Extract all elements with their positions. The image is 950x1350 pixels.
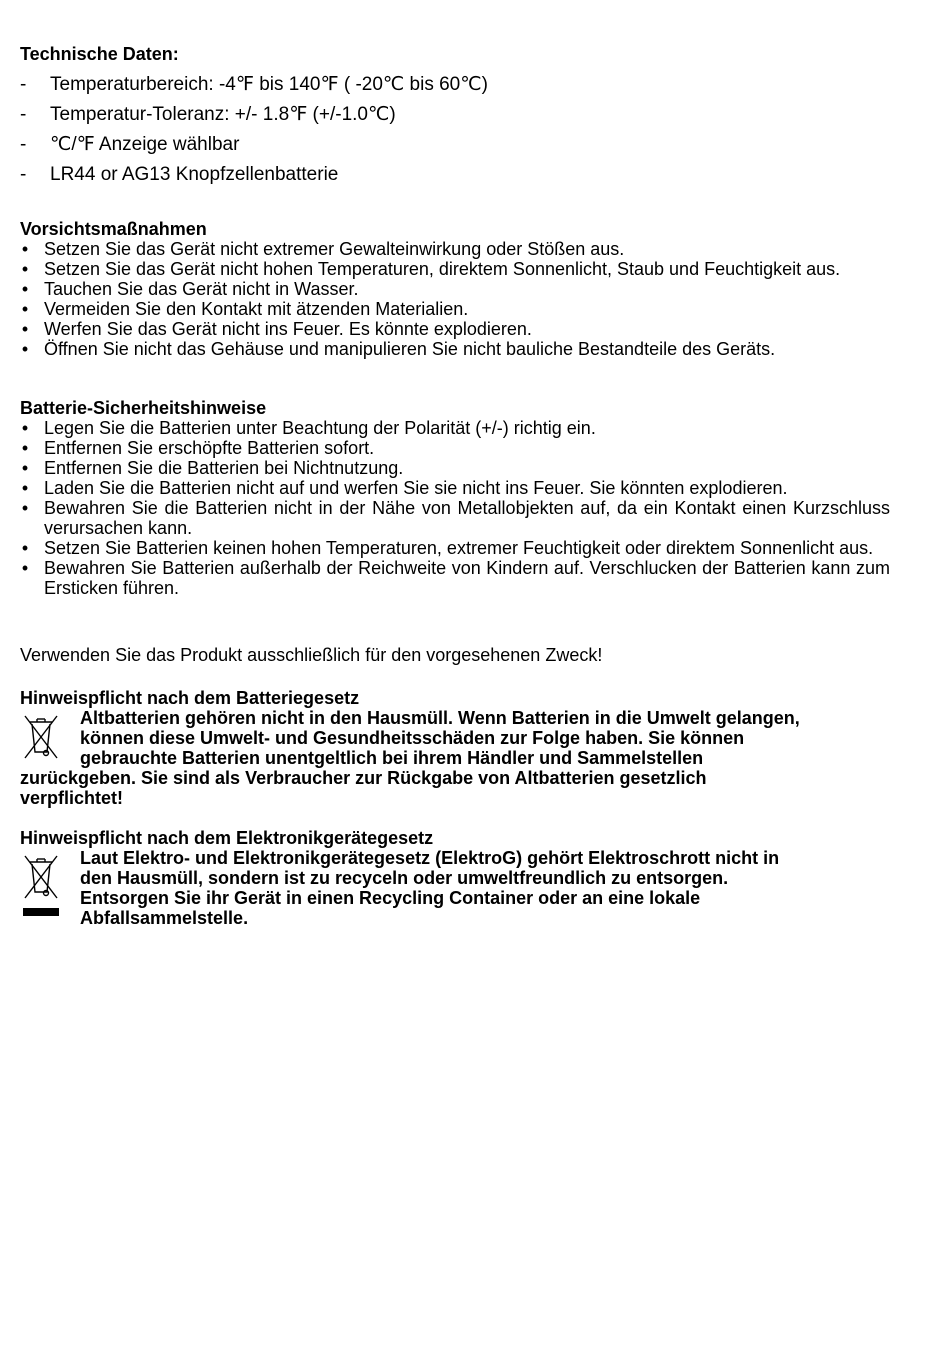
battery-law-text bbox=[20, 708, 890, 808]
list-item-text: Setzen Sie das Gerät nicht extremer Gewalteinwirkung oder Stößen aus. bbox=[44, 239, 625, 259]
list-item bbox=[20, 558, 890, 598]
technical-data-text: Temperatur-Toleranz: +/- 1.8℉ (+/-1.0℃) bbox=[50, 104, 396, 125]
intended-use-note: Verwenden Sie das Produkt ausschließlich für den vorgesehenen Zweck! bbox=[20, 645, 603, 665]
list-item-text: Tauchen Sie das Gerät nicht in Wasser. bbox=[44, 279, 359, 299]
dash-marker: - bbox=[20, 164, 27, 185]
list-item-text: Laden Sie die Batterien nicht auf und werfen Sie sie nicht ins Feuer. Sie könnten explodieren. bbox=[44, 478, 788, 498]
list-item bbox=[20, 279, 890, 299]
battery-law-line: können diese Umwelt- und Gesundheitsschäden zur Folge haben. Sie können bbox=[80, 728, 745, 748]
list-item-text: Vermeiden Sie den Kontakt mit ätzenden Materialien. bbox=[44, 299, 469, 319]
list-item bbox=[20, 418, 890, 438]
technical-data-heading: Technische Daten: bbox=[20, 44, 179, 64]
list-item bbox=[20, 239, 890, 259]
list-item bbox=[20, 478, 890, 498]
list-item-text: Setzen Sie Batterien keinen hohen Temperaturen, extremer Feuchtigkeit oder direktem Sonnenlicht aus. bbox=[44, 538, 874, 558]
list-item bbox=[20, 319, 890, 339]
bullet-marker: • bbox=[21, 478, 29, 498]
electronics-law-heading: Hinweispflicht nach dem Elektronikgerätegesetz bbox=[20, 828, 434, 848]
list-item-text: Bewahren Sie die Batterien nicht in der Nähe von Metallobjekten auf, da ein Kontakt einen Kurzschluss verursachen kann. bbox=[44, 498, 890, 538]
bullet-marker: • bbox=[21, 239, 29, 259]
list-item-text: Bewahren Sie Batterien außerhalb der Reichweite von Kindern auf. Verschlucken der Batterien kann zum Ersticken führen. bbox=[44, 558, 890, 598]
list-item bbox=[20, 259, 890, 279]
battery-law-line: Altbatterien gehören nicht in den Hausmüll. Wenn Batterien in die Umwelt gelangen, bbox=[80, 708, 800, 728]
dash-marker: - bbox=[20, 134, 27, 155]
bullet-marker: • bbox=[21, 538, 29, 558]
bullet-marker: • bbox=[21, 279, 29, 299]
electronics-law-line: Abfallsammelstelle. bbox=[80, 908, 249, 928]
bullet-marker: • bbox=[21, 458, 29, 478]
bullet-marker: • bbox=[21, 299, 29, 319]
bullet-marker: • bbox=[21, 438, 29, 458]
battery-safety-list bbox=[20, 418, 890, 598]
dash-marker: - bbox=[20, 74, 27, 95]
precautions-list bbox=[20, 239, 890, 359]
list-item-text: Öffnen Sie nicht das Gehäuse und manipulieren Sie nicht bauliche Bestandteile des Geräts. bbox=[44, 339, 776, 359]
precautions-heading: Vorsichtsmaßnahmen bbox=[20, 219, 207, 239]
technical-data-text: LR44 or AG13 Knopfzellenbatterie bbox=[50, 164, 339, 185]
electronics-law-line: Entsorgen Sie ihr Gerät in einen Recycling Container oder an eine lokale bbox=[80, 888, 701, 908]
list-item bbox=[20, 339, 890, 359]
battery-safety-heading: Batterie-Sicherheitshinweise bbox=[20, 398, 267, 418]
battery-law-line: zurückgeben. Sie sind als Verbraucher zur Rückgabe von Altbatterien gesetzlich bbox=[20, 768, 707, 788]
bullet-marker: • bbox=[21, 498, 29, 518]
list-item bbox=[20, 538, 890, 558]
technical-data-text: Temperaturbereich: -4℉ bis 140℉ ( -20℃ bis 60℃) bbox=[50, 74, 488, 95]
list-item bbox=[20, 458, 890, 478]
list-item bbox=[20, 299, 890, 319]
technical-data-text: ℃/℉ Anzeige wählbar bbox=[50, 134, 240, 155]
battery-law-line: verpflichtet! bbox=[20, 788, 124, 808]
bullet-marker: • bbox=[21, 319, 29, 339]
list-item-text: Setzen Sie das Gerät nicht hohen Temperaturen, direktem Sonnenlicht, Staub und Feuchtigkeit aus. bbox=[44, 259, 841, 279]
list-item bbox=[20, 438, 890, 458]
list-item-text: Entfernen Sie erschöpfte Batterien sofort. bbox=[44, 438, 375, 458]
bullet-marker: • bbox=[21, 418, 29, 438]
list-item-text: Werfen Sie das Gerät nicht ins Feuer. Es könnte explodieren. bbox=[44, 319, 532, 339]
electronics-law-text bbox=[20, 848, 890, 928]
list-item-text: Legen Sie die Batterien unter Beachtung der Polarität (+/-) richtig ein. bbox=[44, 418, 596, 438]
list-item bbox=[20, 498, 890, 538]
bullet-marker: • bbox=[21, 339, 29, 359]
electronics-law-line: den Hausmüll, sondern ist zu recyceln oder umweltfreundlich zu entsorgen. bbox=[80, 868, 729, 888]
battery-law-line: gebrauchte Batterien unentgeltlich bei ihrem Händler und Sammelstellen bbox=[80, 748, 704, 768]
dash-marker: - bbox=[20, 104, 27, 125]
list-item-text: Entfernen Sie die Batterien bei Nichtnutzung. bbox=[44, 458, 404, 478]
battery-law-heading: Hinweispflicht nach dem Batteriegesetz bbox=[20, 688, 360, 708]
electronics-law-line: Laut Elektro- und Elektronikgerätegesetz (ElektroG) gehört Elektroschrott nicht in bbox=[80, 848, 780, 868]
bullet-marker: • bbox=[21, 259, 29, 279]
bullet-marker: • bbox=[21, 558, 29, 578]
